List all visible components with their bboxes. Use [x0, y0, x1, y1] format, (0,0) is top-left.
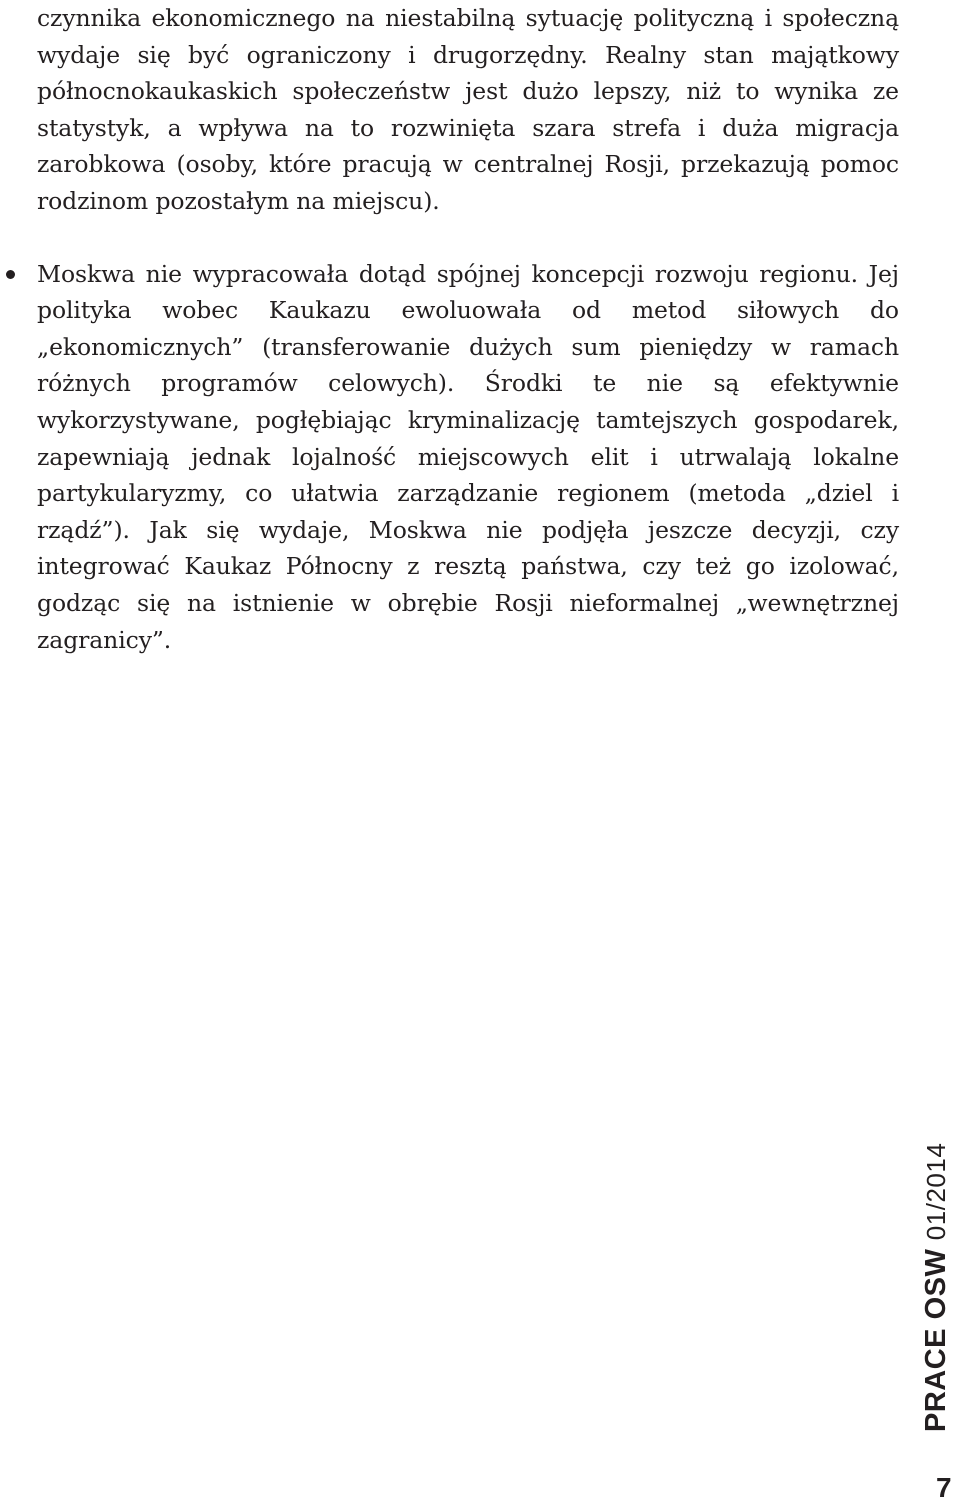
publication-footer: [914, 1143, 960, 1432]
bullet-list: [37, 256, 899, 659]
bullet-text: Moskwa nie wypracowała dotąd spójnej koncepcji rozwoju regionu. Jej polityka wobec Kaukazu ewoluowała od metod siłowych do „ekonomicznych” (transferowanie dużych sum pieniędzy w ramach różnych programów celowych). Środki te nie są efektywnie wykorzystywane, pogłębiając kryminalizację tamtejszych gospodarek, zapewniają jednak lojalność miejscowych elit i utrwalają lokalne partykularyzmy, co ułatwia zarządzanie regionem (metoda „dziel i rządź”). Jak się wydaje, Moskwa nie podjęła jeszcze decyzji, czy integrować Kaukaz Północny z resztą państwa, czy też go izolować, godząc się na istnienie w obrębie Rosji nieformalnej „wewnętrznej zagranicy”.: [37, 259, 899, 654]
bullet-icon: [6, 270, 15, 279]
document-body: [37, 0, 899, 658]
issue-number: 01/2014: [921, 1142, 951, 1241]
list-item: [37, 256, 899, 659]
publication-name: PRACE OSW: [920, 1248, 952, 1432]
intro-paragraph: czynnika ekonomicznego na niestabilną sytuację polityczną i społeczną wydaje się być ograniczony i drugorzędny. Realny stan majątkowy północnokaukaskich społeczeństw jest dużo lepszy, niż to wynika ze statystyk, a wpływa na to rozwinięta szara strefa i duża migracja zarobkowa (osoby, które pracują w centralnej Rosji, przekazują pomoc rodzinom pozostałym na miejscu).: [37, 4, 899, 215]
page-number: 7: [936, 1472, 952, 1503]
